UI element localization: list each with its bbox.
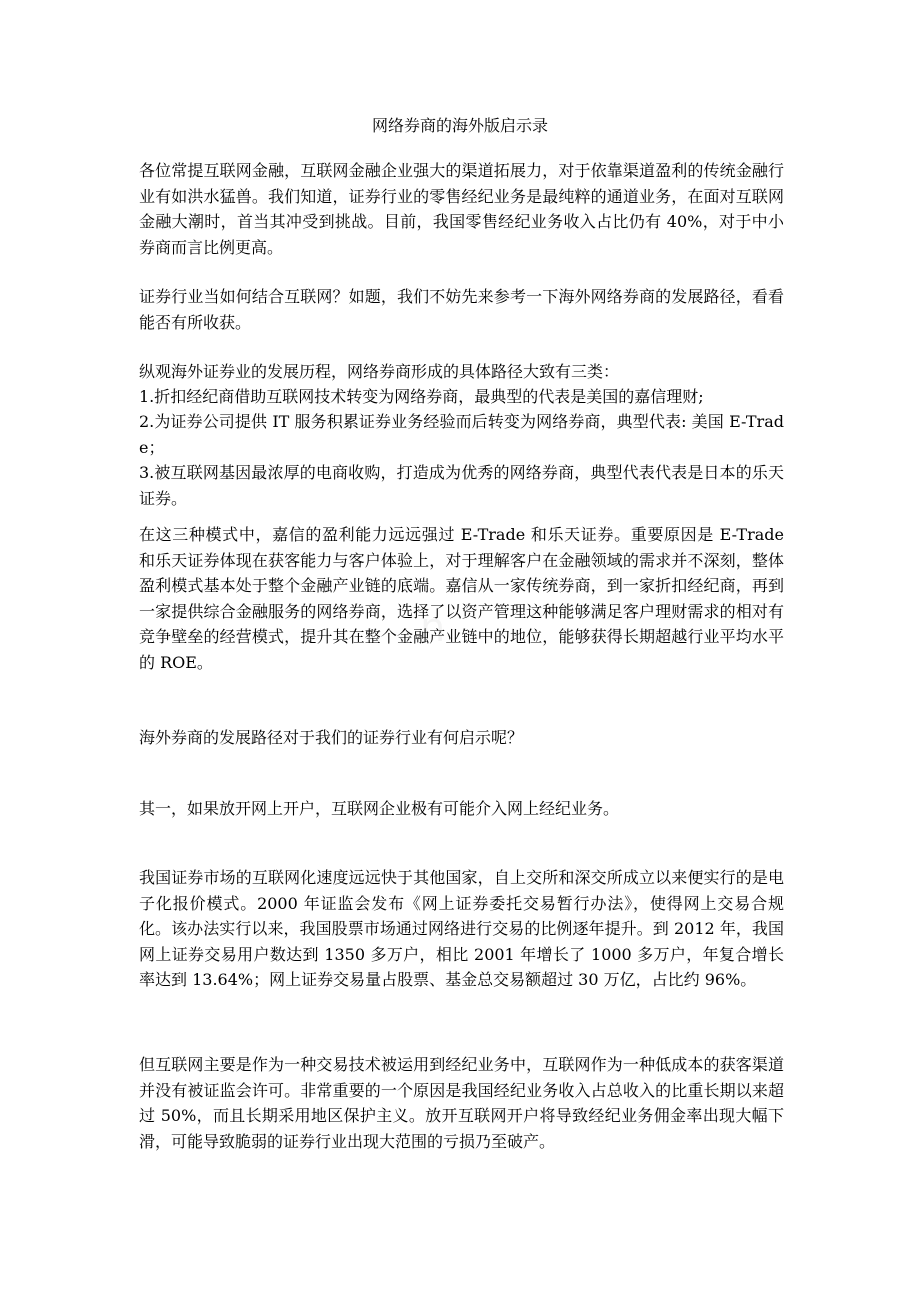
- paragraph-comparison: 在这三种模式中，嘉信的盈利能力远远强过 E-Trade 和乐天证券。重要原因是 E-Trade 和乐天证券体现在获客能力与客户体验上，对于理解客户在金融领域的需求并不深刻，整体盈利模式基本处于整个金融产业链的底端。嘉信从一家传统券商，到一家折扣经纪商，再到一家提供综合金融服务的网络券商，选择了以资产管理这种能够满足客户理财需求的相对有竞争壁垒的经营模式，提升其在整个金融产业链中的地位，能够获得长期超越行业平均水平的 ROE。: [139, 525, 784, 672]
- paragraph-implication-question: 海外券商的发展路径对于我们的证券行业有何启示呢？: [139, 728, 524, 747]
- document-title: 网络券商的海外版启示录: [371, 116, 548, 135]
- paragraph-paths-intro: 纵观海外证券业的发展历程，网络券商形成的具体路径大致有三类：: [139, 362, 620, 381]
- paragraph-regulation: 但互联网主要是作为一种交易技术被运用到经纪业务中，互联网作为一种低成本的获客渠道并没有被证监会许可。非常重要的一个原因是我国经纪业务收入占总收入的比重长期以来超过 50%，而且长期采用地区保护主义。放开互联网开户将导致经纪业务佣金率出现大幅下滑，可能导致脆弱的证券行业出现大范围的亏损乃至破产。: [139, 1055, 784, 1151]
- paragraph-question: 证券行业当如何结合互联网？如题，我们不妨先来参考一下海外网络券商的发展路径，看看能否有所收获。: [139, 287, 784, 332]
- paragraph-intro: 各位常提互联网金融，互联网金融企业强大的渠道拓展力，对于依靠渠道盈利的传统金融行业有如洪水猛兽。我们知道，证券行业的零售经纪业务是最纯粹的通道业务，在面对互联网金融大潮时，首当其冲受到挑战。目前，我国零售经纪业务收入占比仍有 40%，对于中小券商而言比例更高。: [139, 161, 784, 257]
- list-item-path-2: 2.为证券公司提供 IT 服务积累证券业务经验而后转变为网络券商，典型代表: 美国 E-Trade；: [139, 412, 784, 457]
- list-item-path-1: 1.折扣经纪商借助互联网技术转变为网络券商，最典型的代表是美国的嘉信理财;: [139, 387, 704, 406]
- paragraph-market-history: 我国证券市场的互联网化速度远远快于其他国家，自上交所和深交所成立以来便实行的是电子化报价模式。2000 年证监会发布《网上证券委托交易暂行办法》，使得网上交易合规化。该办法实行以来，我国股票市场通过网络进行交易的比例逐年提升。到 2012 年，我国网上证券交易用户数达到 1350 多万户，相比 2001 年增长了 1000 多万户，年复合增长率达到 13.64%；网上证券交易量占股票、基金总交易额超过 30 万亿，占比约 96%。: [139, 868, 784, 989]
- paragraph-point-one: 其一，如果放开网上开户，互联网企业极有可能介入网上经纪业务。: [139, 799, 620, 818]
- list-item-path-3: 3.被互联网基因最浓厚的电商收购，打造成为优秀的网络券商，典型代表代表是日本的乐天证券。: [139, 463, 784, 508]
